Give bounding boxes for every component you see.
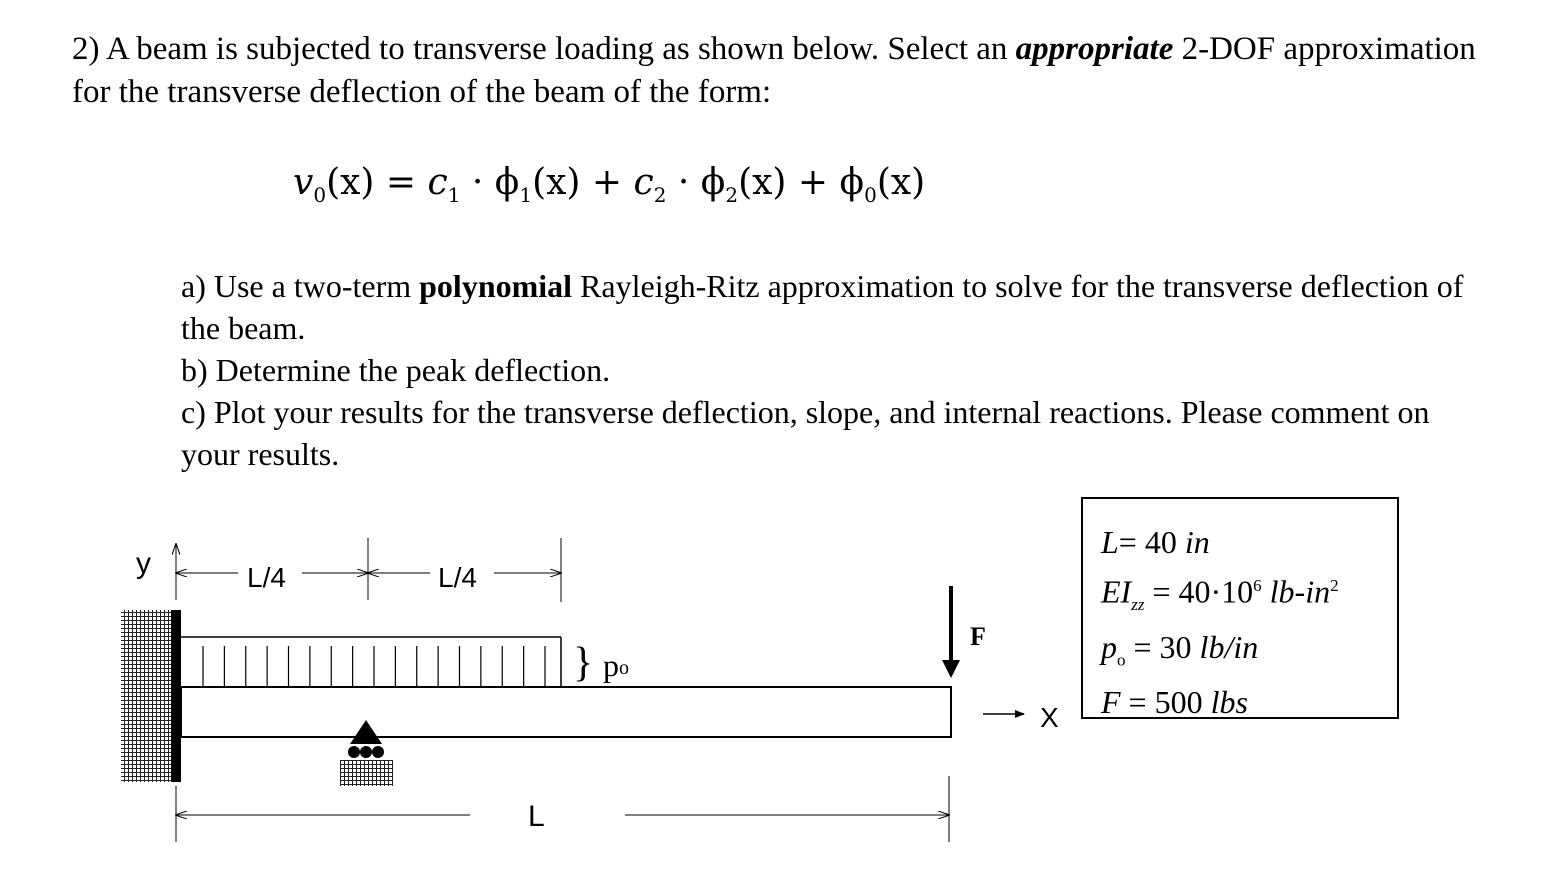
param-load-unit: lb/in [1199, 629, 1259, 666]
eq-dot-2: · [666, 162, 701, 203]
param-force-value: = 500 [1120, 684, 1203, 721]
force-label: F [970, 622, 986, 651]
load-brace: } [573, 640, 594, 686]
param-load [1101, 626, 1397, 681]
param-stiffness-unit-exp: 2 [1330, 576, 1339, 595]
param-length [1101, 521, 1397, 564]
eq-v-sub: 0 [313, 183, 327, 208]
intro-text-1: A beam is subjected to transverse loading as shown below. Select an [105, 31, 1008, 67]
y-axis-label: y [136, 547, 151, 580]
part-a-text-2: Rayleigh-Ritz approximation to solve for the transverse deflection of the beam. [181, 268, 1464, 346]
param-length-symbol: L [1101, 524, 1119, 560]
param-load-symbol: p [1101, 629, 1117, 666]
part-b: b) Determine the peak deflection. [181, 352, 611, 388]
dim-left-label: L/4 [247, 562, 286, 593]
eq-x-2: (x) [532, 162, 581, 203]
beam [181, 687, 951, 737]
problem-number: 2) [72, 31, 100, 67]
dim-total-label: L [528, 800, 545, 833]
param-load-sub: o [1117, 650, 1126, 670]
eq-c1: c [427, 162, 448, 203]
eq-phi0: ϕ [839, 162, 865, 203]
param-stiffness-symbol: EI [1101, 573, 1132, 610]
eq-phi1: ϕ [494, 162, 520, 203]
param-force [1101, 681, 1397, 724]
param-stiffness-unit: lb-in [1269, 573, 1331, 610]
intro-emphasis: appropriate [1015, 31, 1174, 67]
param-force-symbol: F [1101, 684, 1121, 721]
param-load-value: = 30 [1125, 629, 1192, 666]
eq-phi2-sub: 2 [725, 183, 739, 208]
eq-phi1-sub: 1 [519, 183, 533, 208]
x-axis-label: X [1040, 702, 1059, 733]
fixed-wall-hatch [121, 610, 171, 782]
eq-phi2: ϕ [700, 162, 726, 203]
parameters-box [1081, 497, 1399, 719]
load-ticks [203, 646, 545, 687]
distributed-load [181, 637, 561, 687]
eq-x-3: (x) [738, 162, 787, 203]
param-length-unit: in [1184, 524, 1210, 560]
eq-phi0-sub: 0 [864, 183, 877, 208]
param-force-unit: lbs [1210, 684, 1248, 721]
param-length-value: = 40 [1118, 524, 1177, 560]
eq-v: v [293, 162, 314, 203]
eq-c1-sub: 1 [447, 183, 461, 208]
part-c: c) Plot your results for the transverse deflection, slope, and internal reactions. Please comment on your results. [181, 394, 1430, 472]
load-label: po [603, 647, 629, 683]
param-stiffness-exp: 6 [1253, 576, 1262, 595]
eq-plus-2: + [786, 162, 840, 203]
part-a-bold: polynomial [419, 268, 573, 304]
fixed-wall-face [171, 610, 181, 782]
param-stiffness-value: = 40·10 [1144, 573, 1254, 610]
eq-c2: c [633, 162, 654, 203]
part-a-text-1: a) Use a two-term [181, 268, 412, 304]
eq-c2-sub: 2 [653, 183, 667, 208]
eq-equals: = [374, 162, 428, 203]
eq-plus-1: + [580, 162, 634, 203]
intro-text-2: 2-DOF approximation for the transverse deflection of the beam of the form: [72, 31, 1476, 110]
param-stiffness-sub: zz [1131, 595, 1145, 615]
roller-support [340, 720, 393, 786]
dim-mid-label: L/4 [438, 562, 477, 593]
force-arrow-head [942, 660, 960, 678]
param-stiffness [1101, 564, 1397, 626]
eq-x-4: (x) [876, 162, 926, 203]
eq-dot-1: · [460, 162, 495, 203]
eq-x-1: (x) [326, 162, 375, 203]
